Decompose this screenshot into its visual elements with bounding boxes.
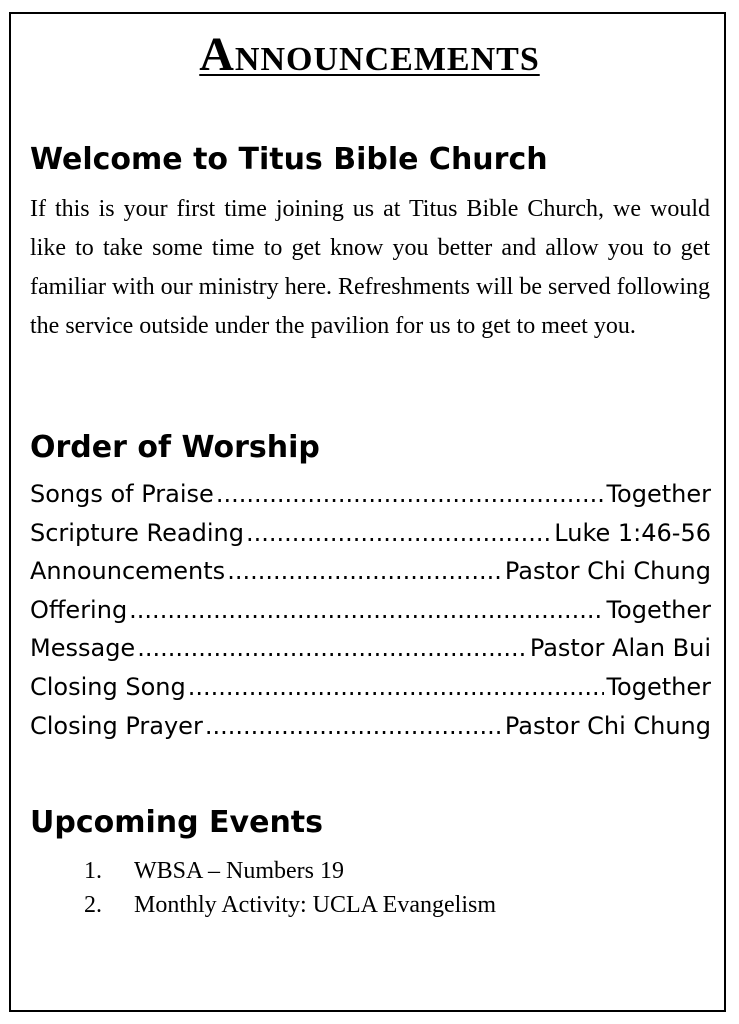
event-number: 2.: [84, 892, 102, 918]
welcome-paragraph: If this is your first time joining us at Titus Bible Church, we would like to take some time to get know you better and allow you to get familiar with our ministry here. Refreshments will be served following the service outside under the pavilion for us to get to meet you.: [30, 196, 710, 339]
upcoming-events-heading: Upcoming Events: [30, 805, 323, 840]
order-row: [30, 634, 711, 673]
order-item-leader: Pastor Chi Chung: [504, 557, 711, 586]
order-item-leader: Together: [606, 672, 711, 701]
event-number: 1.: [84, 858, 102, 884]
dot-leader: [188, 673, 605, 701]
event-text: Monthly Activity: UCLA Evangelism: [134, 892, 496, 918]
event-item: [30, 854, 496, 888]
order-item-name: Closing Song: [30, 672, 186, 701]
dot-leader: [129, 596, 604, 624]
order-item-name: Scripture Reading: [30, 518, 244, 547]
order-of-worship-list: [30, 480, 711, 750]
order-item-leader: Luke 1:46-56: [554, 518, 711, 547]
order-item-leader: Pastor Alan Bui: [529, 634, 711, 663]
order-row: [30, 712, 711, 751]
order-item-name: Announcements: [30, 557, 226, 586]
dot-leader: [216, 480, 605, 508]
order-row: [30, 673, 711, 712]
welcome-heading: Welcome to Titus Bible Church: [30, 142, 548, 177]
order-item-name: Message: [30, 634, 136, 663]
order-item-name: Offering: [30, 595, 128, 624]
event-text: WBSA – Numbers 19: [134, 858, 344, 884]
order-of-worship-heading: Order of Worship: [30, 430, 320, 465]
order-item-leader: Together: [606, 595, 711, 624]
page-title-text: Announcements: [199, 28, 540, 81]
order-item-name: Songs of Praise: [30, 480, 214, 508]
event-item: [30, 888, 496, 922]
dot-leader: [227, 557, 503, 585]
page-title: [0, 27, 739, 83]
order-row: [30, 480, 711, 519]
order-item-leader: Pastor Chi Chung: [504, 711, 711, 740]
upcoming-events-list: [30, 854, 496, 922]
order-row: [30, 596, 711, 635]
order-row: [30, 519, 711, 558]
order-item-name: Closing Prayer: [30, 711, 203, 740]
dot-leader: [137, 634, 528, 662]
dot-leader: [246, 519, 552, 547]
order-row: [30, 557, 711, 596]
order-item-leader: Together: [606, 480, 711, 508]
dot-leader: [205, 712, 503, 740]
